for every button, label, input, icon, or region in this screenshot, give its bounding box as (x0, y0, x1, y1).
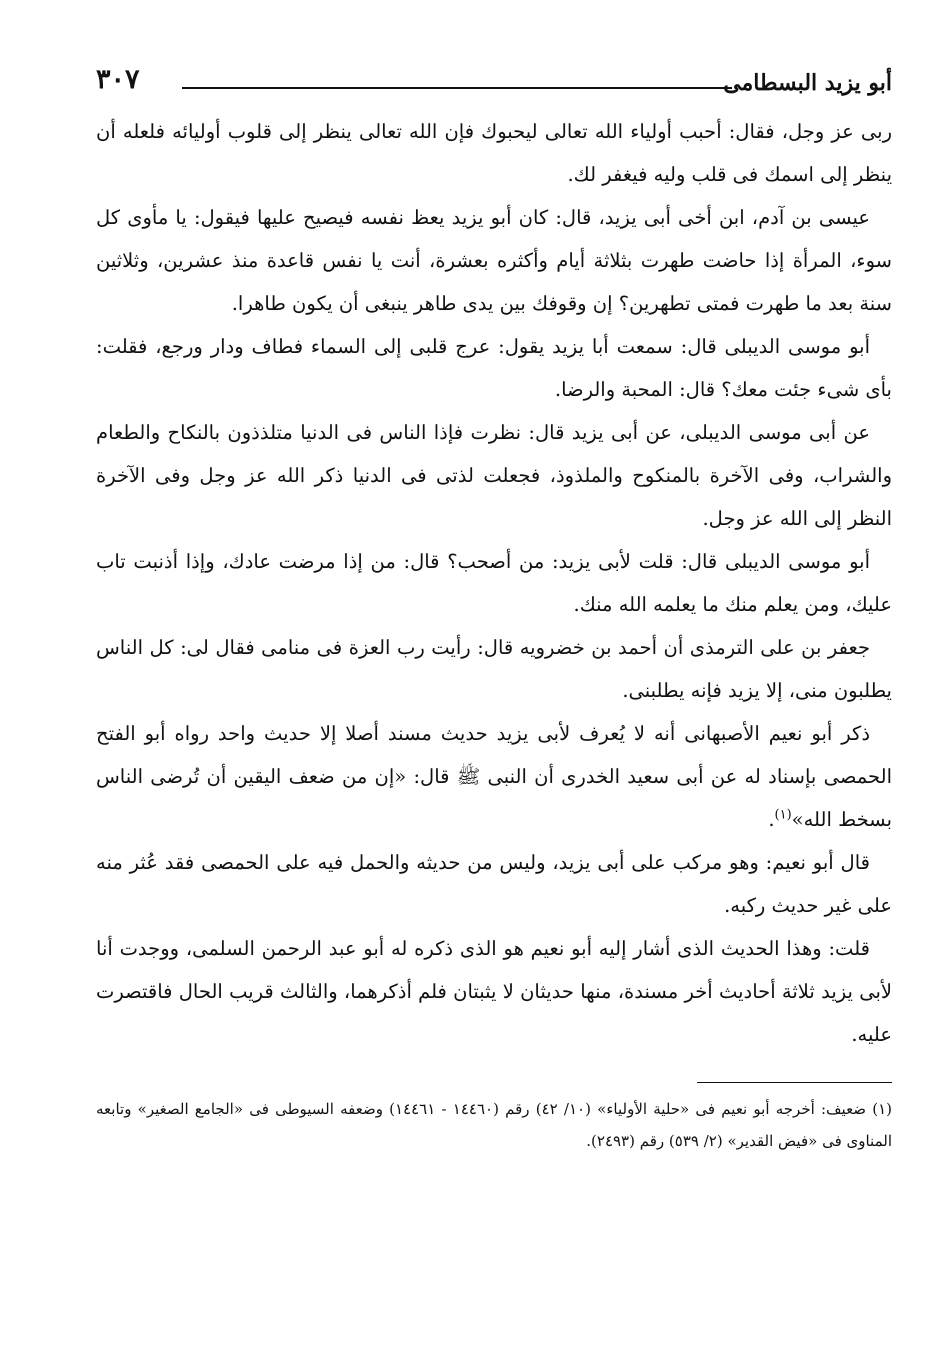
paragraph: عيسى بن آدم، ابن أخى أبى يزيد، قال: كان أبو يزيد يعظ نفسه فيصيح عليها فيقول: يا مأوى كل سوء، المرأة إذا حاضت طهرت بثلاثة أيام وأكثره بعشرة، أنت يا نفس قاعدة منذ عشرين، وثلاثين سنة بعد ما طهرت فمتى تطهرين؟ إن وقوفك بين يدى طاهر ينبغى أن يكون طاهرا. (96, 206, 892, 315)
hadith-ending: . (768, 808, 775, 831)
paragraph: قال أبو نعيم: وهو مركب على أبى يزيد، وليس من حديثه والحمل فيه على الحمصى فقد عُثر منه على غير حديث ركبه. (96, 851, 892, 917)
paragraph: قلت: وهذا الحديث الذى أشار إليه أبو نعيم هو الذى ذكره له أبو عبد الرحمن السلمى، ووجدت أنا لأبى يزيد ثلاثة أحاديث أخر مسندة، منها حديثان لا يثبتان فلم أذكرهما، والثالث قريب الحال فاقتصرت عليه. (96, 937, 892, 1046)
footnote: (١) ضعيف: أخرجه أبو نعيم فى «حلية الأولياء» (١٠/ ٤٢) رقم (١٤٤٦٠ - ١٤٤٦١) وضعفه السيوطى فى «الجامع الصغير» وتابعه المناوى فى «فيض القدير» (٢/ ٥٣٩) رقم (٢٤٩٣). (96, 1100, 893, 1150)
page-header (96, 62, 892, 106)
hadith-paragraph (96, 712, 892, 841)
running-title: أبو يزيد البسطامى (723, 70, 892, 96)
header-rule (182, 87, 732, 89)
hadith-text: ذكر أبو نعيم الأصبهانى أنه لا يُعرف لأبى يزيد حديث مسند أصلا إلا حديث واحد رواه أبو الفتح الحمصى بإسناد له عن أبى سعيد الخدرى أن النبى ﷺ قال: «إن من ضعف اليقين أن تُرضى الناس بسخط الله» (96, 722, 892, 831)
body-text (96, 110, 892, 1056)
book-page (96, 62, 892, 1157)
paragraph: أبو موسى الديبلى قال: سمعت أبا يزيد يقول: عرج قلبى إلى السماء فطاف ودار ورجع، فقلت: بأى شىء جئت معك؟ قال: المحبة والرضا. (96, 335, 892, 401)
paragraph: عن أبى موسى الديبلى، عن أبى يزيد قال: نظرت فإذا الناس فى الدنيا متلذذون بالنكاح والطعام والشراب، وفى الآخرة بالمنكوح والملذوذ، فجعلت لذتى فى الدنيا ذكر الله عز وجل وفى الآخرة النظر إلى الله عز وجل. (96, 421, 892, 530)
paragraph: جعفر بن على الترمذى أن أحمد بن خضرويه قال: رأيت رب العزة فى منامى فقال لى: كل الناس يطلبون منى، إلا يزيد فإنه يطلبنى. (96, 636, 892, 702)
paragraph: ربى عز وجل، فقال: أحبب أولياء الله تعالى ليحبوك فإن الله تعالى ينظر إلى قلوب أوليائه فلعله أن ينظر إلى اسمك فى قلب وليه فيغفر لك. (96, 120, 892, 186)
footnote-reference[interactable]: (١) (774, 807, 792, 823)
page-number: ٣٠٧ (96, 64, 140, 95)
paragraph: أبو موسى الديبلى قال: قلت لأبى يزيد: من أصحب؟ قال: من إذا مرضت عادك، وإذا أذنبت تاب عليك، ومن يعلم منك ما يعلمه الله منك. (96, 550, 892, 616)
footnote-rule (697, 1082, 892, 1083)
